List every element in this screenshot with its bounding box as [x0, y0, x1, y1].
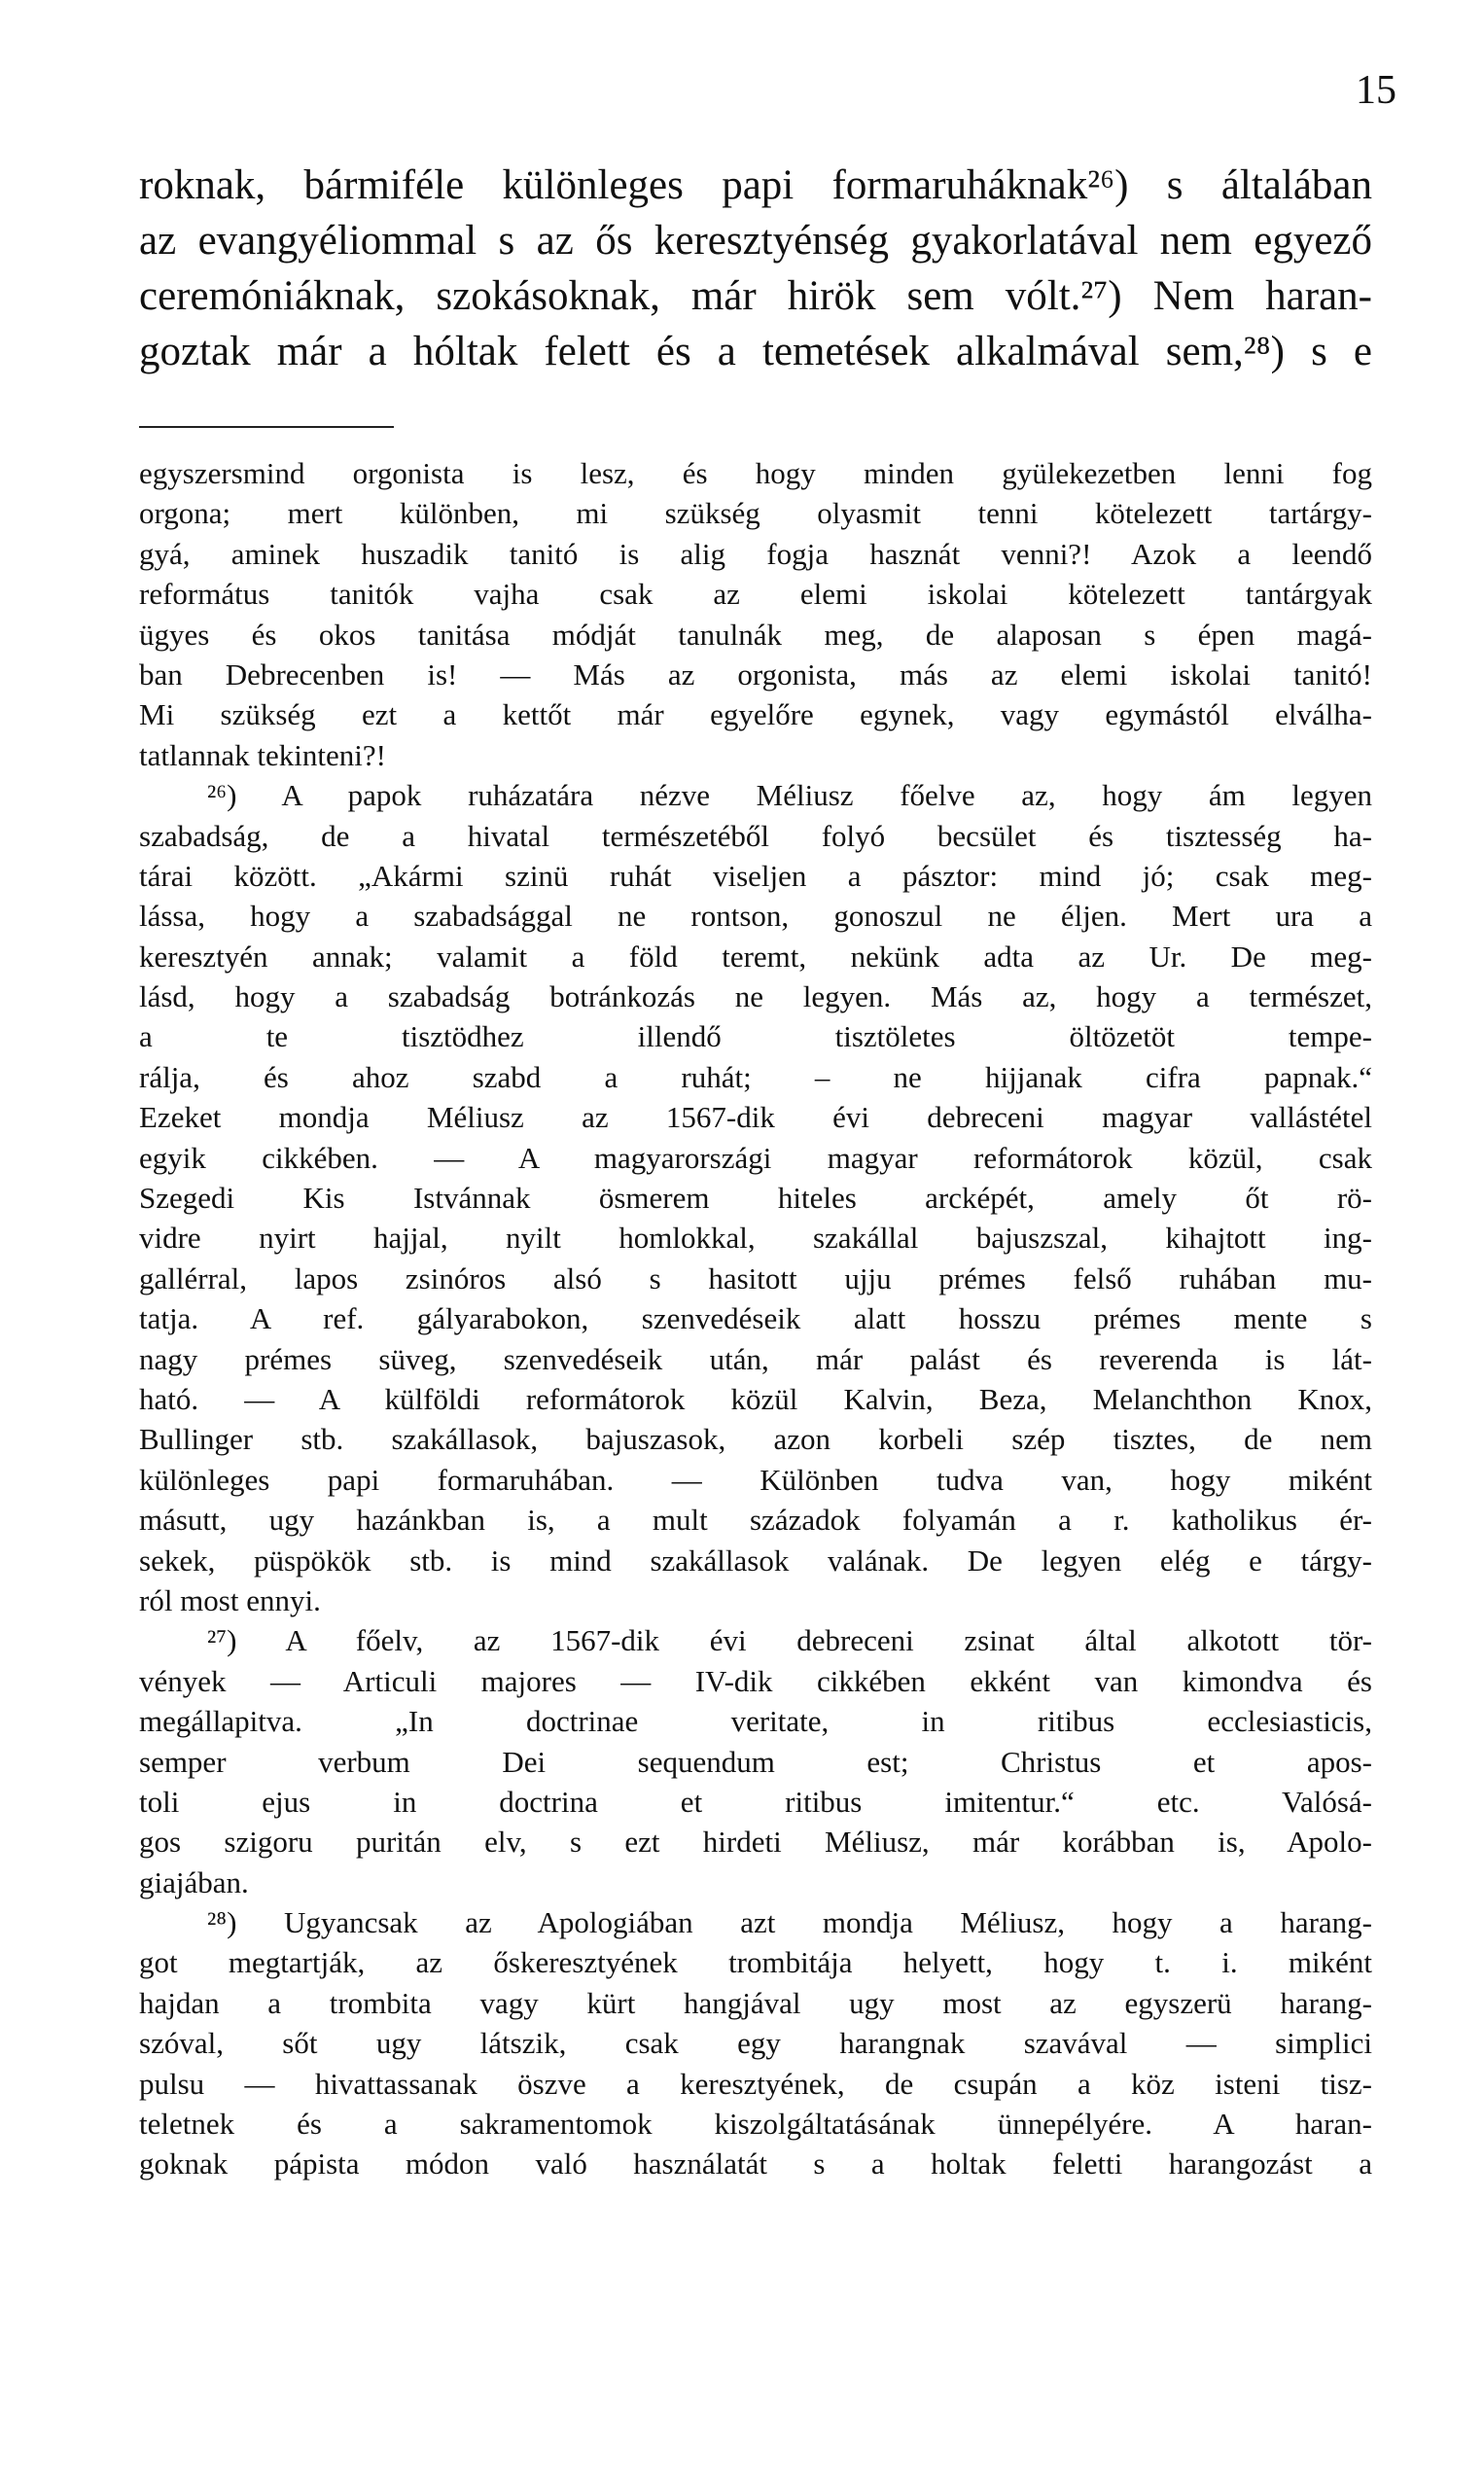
footnote-line: sekek, püspökök stb. is mind szakállasok valának. De legyen elég e tárgy-	[139, 1543, 1372, 1578]
footnote-line: Szegedi Kis Istvánnak ösmerem hiteles arcképét, amely őt rö-	[139, 1181, 1372, 1216]
footnotes-block	[139, 453, 1372, 2184]
footnote-line: szabadság, de a hivatal természetéből folyó becsület és tisztesség ha-	[139, 818, 1372, 853]
footnote-line: ható. — A külföldi reformátorok közül Kalvin, Beza, Melanchthon Knox,	[139, 1381, 1372, 1416]
footnote-line: lásd, hogy a szabadság botránkozás ne legyen. Más az, hogy a természet,	[139, 979, 1372, 1014]
footnote-line: orgona; mert különben, mi szükség olyasmit tenni kötelezett tartárgy-	[139, 496, 1372, 531]
footnote-line: teletnek és a sakramentomok kiszolgáltatásának ünnepélyére. A haran-	[139, 2107, 1372, 2142]
footnote-line: gyá, aminek huszadik tanitó is alig fogja hasznát venni?! Azok a leendő	[139, 536, 1372, 571]
footnote-line: hajdan a trombita vagy kürt hangjával ugy most az egyszerü harang-	[139, 1985, 1372, 2020]
footnote-line: nagy prémes süveg, szenvedéseik után, már palást és reverenda is lát-	[139, 1341, 1372, 1376]
footnote-line: megállapitva. „In doctrinae veritate, in ritibus ecclesiasticis,	[139, 1704, 1372, 1739]
footnote-line: szóval, sőt ugy látszik, csak egy harangnak szavával — simplici	[139, 2026, 1372, 2061]
footnote-line: Mi szükség ezt a kettőt már egyelőre egynek, vagy egymástól elválha-	[139, 697, 1372, 732]
footnote-line: másutt, ugy hazánkban is, a mult századok folyamán a r. katholikus ér-	[139, 1503, 1372, 1538]
footnote-line: ügyes és okos tanitása módját tanulnák meg, de alaposan s épen magá-	[139, 617, 1372, 652]
page-number: 15	[1356, 68, 1396, 113]
footnote-line: ról most ennyi.	[139, 1582, 321, 1617]
footnote-line: vények — Articuli majores — IV-dik cikkében ekként van kimondva és	[139, 1663, 1372, 1698]
footnote-line: goknak pápista módon való használatát s a holtak feletti harangozást a	[139, 2146, 1372, 2181]
footnote-line: Bullinger stb. szakállasok, bajuszasok, azon korbeli szép tisztes, de nem	[139, 1422, 1372, 1457]
footnote-line: semper verbum Dei sequendum est; Christus et apos-	[139, 1744, 1372, 1779]
footnote-line: tatlannak tekinteni?!	[139, 737, 386, 772]
main-text-line: goztak már a hóltak felett és a temetések alkalmával sem,²⁸) s e	[139, 329, 1372, 374]
footnote-line: Ezeket mondja Méliusz az 1567-dik évi debreceni magyar vallástétel	[139, 1100, 1372, 1135]
footnote-line: lássa, hogy a szabadsággal ne rontson, gonoszul ne éljen. Mert ura a	[139, 899, 1372, 934]
footnote-line: egyszersmind orgonista is lesz, és hogy minden gyülekezetben lenni fog	[139, 456, 1372, 490]
footnote-line: got megtartják, az őskeresztyének trombitája helyett, hogy t. i. miként	[139, 1945, 1372, 1980]
footnote-line: vidre nyirt hajjal, nyilt homlokkal, szakállal bajuszszal, kihajtott ing-	[139, 1221, 1372, 1256]
footnote-27-start: ²⁷) A főelv, az 1567-dik évi debreceni zsinat által alkotott tör-	[207, 1623, 1372, 1658]
main-text-line: az evangyéliommal s az ős keresztyénség gyakorlatával nem egyező	[139, 218, 1372, 264]
footnote-line: különleges papi formaruhában. — Különben tudva van, hogy miként	[139, 1462, 1372, 1497]
footnote-separator-rule	[139, 426, 394, 428]
footnote-26-start: ²⁶) A papok ruházatára nézve Méliusz főelve az, hogy ám legyen	[207, 778, 1372, 813]
footnote-line: giajában.	[139, 1864, 249, 1899]
footnote-line: református tanitók vajha csak az elemi iskolai kötelezett tantárgyak	[139, 577, 1372, 612]
footnote-line: gos szigoru puritán elv, s ezt hirdeti Méliusz, már korábban is, Apolo-	[139, 1825, 1372, 1860]
footnote-line: tárai között. „Akármi szinü ruhát viseljen a pásztor: mind jó; csak meg-	[139, 858, 1372, 893]
footnote-line: pulsu — hivattassanak öszve a keresztyének, de csupán a köz isteni tisz-	[139, 2066, 1372, 2101]
footnote-line: egyik cikkében. — A magyarországi magyar reformátorok közül, csak	[139, 1140, 1372, 1175]
footnote-line: gallérral, lapos zsinóros alsó s hasitott ujju prémes felső ruhában mu-	[139, 1260, 1372, 1295]
footnote-line: a te tisztödhez illendő tisztöletes öltözetöt tempe-	[139, 1019, 1372, 1054]
footnote-line: keresztyén annak; valamit a föld teremt, nekünk adta az Ur. De meg-	[139, 939, 1372, 974]
footnote-28-start: ²⁸) Ugyancsak az Apologiában azt mondja Méliusz, hogy a harang-	[207, 1905, 1372, 1940]
main-text-block	[139, 158, 1372, 379]
footnote-line: toli ejus in doctrina et ritibus imitentur.“ etc. Valósá-	[139, 1784, 1372, 1819]
footnote-line: ban Debrecenben is! — Más az orgonista, más az elemi iskolai tanitó!	[139, 656, 1372, 692]
footnote-line: tatja. A ref. gályarabokon, szenvedéseik alatt hosszu prémes mente s	[139, 1301, 1372, 1336]
footnote-line: rálja, és ahoz szabd a ruhát; – ne hijjanak cifra papnak.“	[139, 1059, 1372, 1094]
main-text-line: roknak, bármiféle különleges papi formaruháknak²⁶) s általában	[139, 162, 1372, 208]
main-text-line: ceremóniáknak, szokásoknak, már hirök sem vólt.²⁷) Nem haran-	[139, 273, 1372, 319]
